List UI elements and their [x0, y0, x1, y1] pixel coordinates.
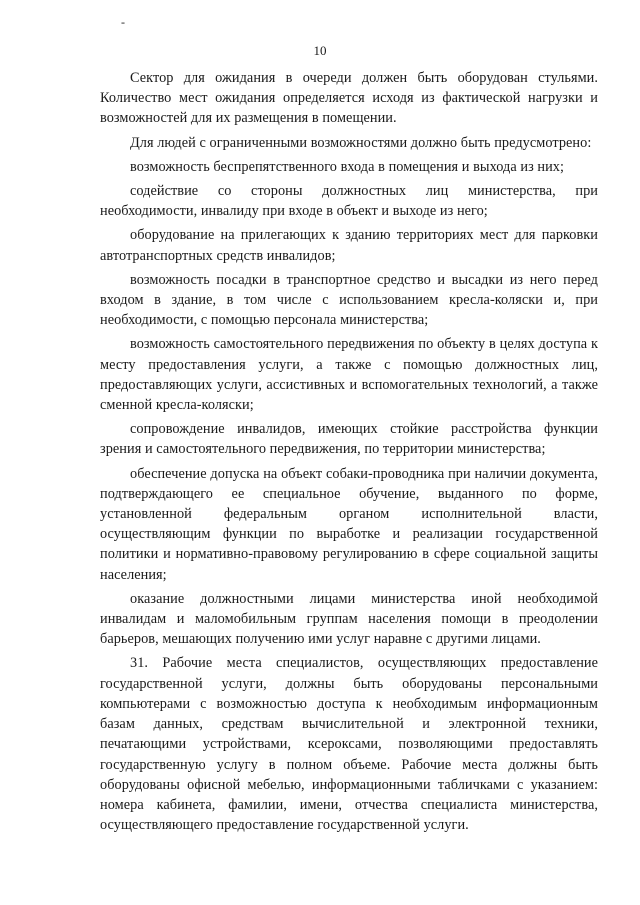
corner-mark: - — [121, 15, 125, 29]
page-number: 10 — [313, 43, 327, 58]
paragraph-parking: оборудование на прилегающих к зданию территориях мест для парковки автотранспортных средств инвалидов; — [100, 227, 598, 264]
paragraph-free-entry: возможность беспрепятственного входа в помещения и выхода из них; — [130, 158, 565, 175]
paragraph-transport-boarding: возможность посадки в транспортное средство и высадки из него перед входом в здание, в том числе с использованием кресла-коляски и, при необходимости, с помощью персонала министерства; — [100, 271, 598, 329]
paragraph-staff-assistance: содействие со стороны должностных лиц министерства, при необходимости, инвалиду при входе в объект и выходе из него; — [100, 183, 598, 220]
paragraph-guide-dog: обеспечение допуска на объект собаки-проводника при наличии документа, подтверждающего ее специальное обучение, выданного по форме, установленной федеральным органом исполнительной власти, осуществляющим функции по выработке и реализации государственной политики и нормативно-правовому регулированию в сфере социальной защиты населения; — [100, 465, 598, 583]
paragraph-escort: сопровождение инвалидов, имеющих стойкие расстройства функции зрения и самостоятельного передвижения, по территории министерства; — [100, 421, 598, 458]
document-body — [100, 68, 598, 835]
paragraph-independent-movement: возможность самостоятельного передвижения по объекту в целях доступа к месту предоставления услуги, а также с помощью должностных лиц, предоставляющих услуги, ассистивных и вспомогательных технологий, а также сменной кресла-коляски; — [100, 336, 598, 414]
paragraph-disabled-intro: Для людей с ограниченными возможностями должно быть предусмотрено: — [130, 134, 592, 151]
paragraph-other-help: оказание должностными лицами министерства иной необходимой инвалидам и маломобильным группам населения помощи в преодолении барьеров, мешающих получению ими услуг наравне с другими лицами. — [100, 590, 598, 648]
paragraph-workplaces: 31. Рабочие места специалистов, осуществляющих предоставление государственной услуги, должны быть оборудованы персональными компьютерами с возможностью доступа к необходимым информационным базам данных, средствам вычислительной и электронной техники, печатающими устройствами, ксероксами, позволяющими предоставлять государственную услугу в полном объеме. Рабочие места должны быть оборудованы офисной мебелью, информационными табличками с указанием: номера кабинета, фамилии, имени, отчества специалиста министерства, осуществляющего предоставление государственной услуги. — [100, 655, 598, 834]
paragraph-waiting-area: Сектор для ожидания в очереди должен быть оборудован стульями. Количество мест ожидания определяется исходя из фактической нагрузки и возможностей для их размещения в помещении. — [100, 70, 598, 127]
